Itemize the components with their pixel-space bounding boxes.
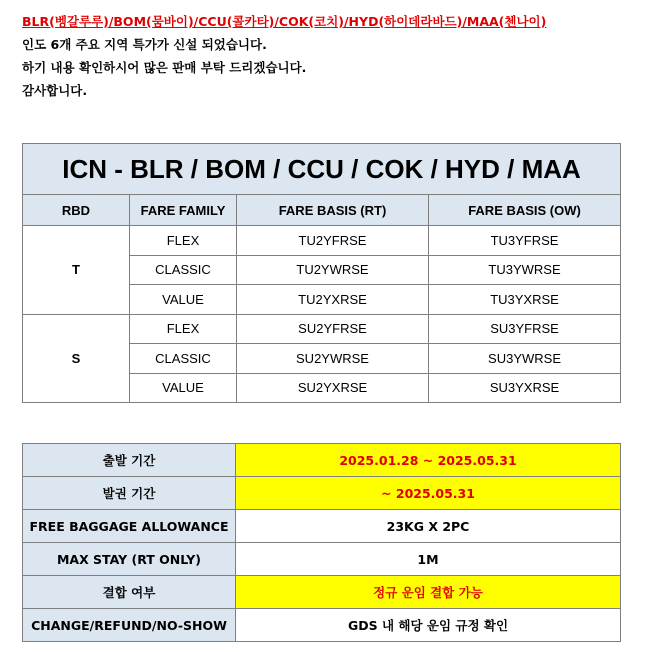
intro-line-1: 인도 6개 주요 지역 특가가 신설 되었습니다. [22, 37, 267, 52]
header-fare-basis-rt: FARE BASIS (RT) [237, 195, 429, 226]
fare-basis-ow-cell: TU3YFRSE [429, 226, 621, 256]
table-row [23, 314, 621, 344]
fare-family-cell: VALUE [130, 373, 237, 403]
fare-basis-ow-cell: TU3YWRSE [429, 255, 621, 285]
condition-label: FREE BAGGAGE ALLOWANCE [23, 510, 236, 543]
fare-family-cell: CLASSIC [130, 344, 237, 374]
fare-basis-ow-cell: SU3YWRSE [429, 344, 621, 374]
table-row [23, 609, 621, 642]
fare-table-title: ICN - BLR / BOM / CCU / COK / HYD / MAA [23, 144, 621, 195]
condition-label: 출발 기간 [23, 444, 236, 477]
fare-basis-ow-cell: SU3YFRSE [429, 314, 621, 344]
condition-value: 정규 운임 결합 가능 [236, 576, 621, 609]
condition-label: CHANGE/REFUND/NO-SHOW [23, 609, 236, 642]
rbd-cell: T [23, 226, 130, 315]
fare-family-cell: FLEX [130, 314, 237, 344]
table-row [23, 510, 621, 543]
rbd-cell: S [23, 314, 130, 403]
table-row [23, 576, 621, 609]
intro-line-3: 감사합니다. [22, 83, 88, 98]
condition-label: 발권 기간 [23, 477, 236, 510]
fare-basis-rt-cell: SU2YFRSE [237, 314, 429, 344]
fare-family-cell: VALUE [130, 285, 237, 315]
fare-basis-rt-cell: TU2YFRSE [237, 226, 429, 256]
table-row [23, 444, 621, 477]
condition-label: MAX STAY (RT ONLY) [23, 543, 236, 576]
condition-value: GDS 내 해당 운임 규정 확인 [236, 609, 621, 642]
table-row [23, 477, 621, 510]
conditions-table [22, 443, 621, 642]
condition-value: 2025.01.28 ~ 2025.05.31 [236, 444, 621, 477]
table-row [23, 226, 621, 256]
fare-table [22, 143, 621, 403]
fare-basis-rt-cell: TU2YXRSE [237, 285, 429, 315]
condition-value: ~ 2025.05.31 [236, 477, 621, 510]
fare-basis-ow-cell: SU3YXRSE [429, 373, 621, 403]
table-row [23, 543, 621, 576]
route-list: BLR(벵갈루루)/BOM(뭄바이)/CCU(콜카타)/COK(코치)/HYD(하이데라바드)/MAA(첸나이) [22, 14, 547, 29]
fare-family-cell: CLASSIC [130, 255, 237, 285]
header-fare-basis-ow: FARE BASIS (OW) [429, 195, 621, 226]
intro-line-2: 하기 내용 확인하시어 많은 판매 부탁 드리겠습니다. [22, 60, 307, 75]
fare-basis-ow-cell: TU3YXRSE [429, 285, 621, 315]
condition-value: 23KG X 2PC [236, 510, 621, 543]
condition-value: 1M [236, 543, 621, 576]
header-fare-family: FARE FAMILY [130, 195, 237, 226]
intro-text [22, 10, 546, 102]
fare-family-cell: FLEX [130, 226, 237, 256]
fare-basis-rt-cell: SU2YXRSE [237, 373, 429, 403]
fare-basis-rt-cell: SU2YWRSE [237, 344, 429, 374]
condition-label: 결합 여부 [23, 576, 236, 609]
header-rbd: RBD [23, 195, 130, 226]
fare-basis-rt-cell: TU2YWRSE [237, 255, 429, 285]
